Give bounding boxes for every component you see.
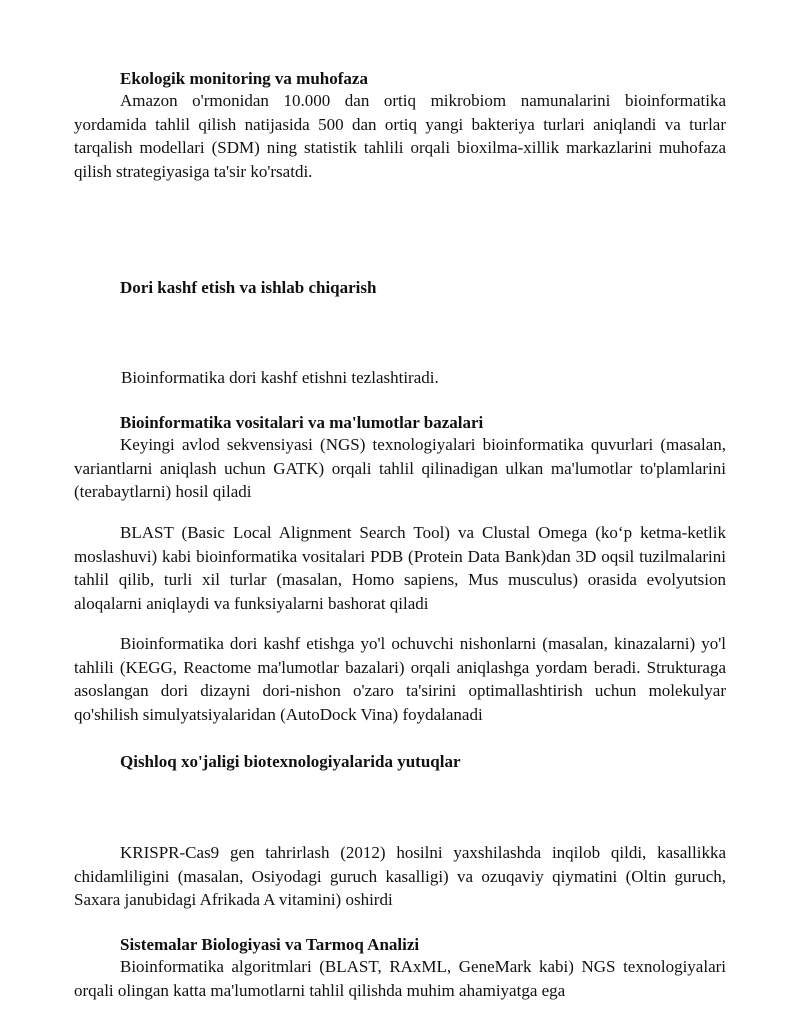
paragraph-systems-biology: Bioinformatika algoritmlari (BLAST, RAxML, GeneMark kabi) NGS texnologiyalari orqali olingan katta ma'lumotlarni tahlil qilishda muhim ahamiyatga ega <box>74 957 726 1000</box>
paragraph-drug-discovery: Bioinformatika dori kashf etishni tezlashtiradi. <box>121 368 439 387</box>
paragraph-ecological-monitoring: Amazon o'rmonidan 10.000 dan ortiq mikrobiom namunalarini bioinformatika yordamida tahlil qilish natijasida 500 dan ortiq yangi bakteriya turlari aniqlandi va turlar tarqalish modellari (SDM) ning statistik tahlili orqali bioxilma-xillik markazlarini muhofaza qilish strategiyasiga ta'sir ko'rsatdi. <box>74 91 726 181</box>
paragraph-crispr: KRISPR-Cas9 gen tahrirlash (2012) hosilni yaxshilashda inqilob qildi, kasallikka chidamliligini (masalan, Osiyodagi guruch kasalligi) va ozuqaviy qiymatini (Oltin guruch, Saxara janubidagi Afrikada A vitamini) oshirdi <box>74 843 726 909</box>
section-heading-bioinformatics-tools: Bioinformatika vositalari va ma'lumotlar bazalari <box>120 413 484 432</box>
section-heading-ecological-monitoring: Ekologik monitoring va muhofaza <box>120 69 368 88</box>
paragraph-ngs-technologies: Keyingi avlod sekvensiyasi (NGS) texnologiyalari bioinformatika quvurlari (masalan, variantlarni aniqlash uchun GATK) orqali tahlil qilinadigan ulkan ma'lumotlar to'plamlarini (terabaytlarni) hosil qiladi <box>74 435 726 501</box>
paragraph-blast-clustal: BLAST (Basic Local Alignment Search Tool) va Clustal Omega (ko‘p ketma-ketlik moslashuvi) kabi bioinformatika vositalari PDB (Protein Data Bank)dan 3D oqsil tuzilmalarini tahlil qilib, turli xil turlar (masalan, Homo sapiens, Mus musculus) orasida evolyutsion aloqalarni aniqlaydi va funksiyalarni bashorat qiladi <box>74 523 726 613</box>
section-heading-drug-discovery: Dori kashf etish va ishlab chiqarish <box>120 278 377 297</box>
paragraph-drug-targets: Bioinformatika dori kashf etishga yo'l ochuvchi nishonlarni (masalan, kinazalarni) yo'l tahlili (KEGG, Reactome ma'lumotlar bazalari) orqali aniqlashga yordam beradi. Strukturaga asoslangan dori dizayni dori-nishon o'zaro ta'sirini optimallashtirish uchun molekulyar qo'shilish simulyatsiyalaridan (AutoDock Vina) foydalanadi <box>74 634 726 724</box>
section-heading-systems-biology: Sistemalar Biologiyasi va Tarmoq Analizi <box>120 935 420 954</box>
section-heading-agricultural-biotech: Qishloq xo'jaligi biotexnologiyalarida yutuqlar <box>120 752 461 771</box>
